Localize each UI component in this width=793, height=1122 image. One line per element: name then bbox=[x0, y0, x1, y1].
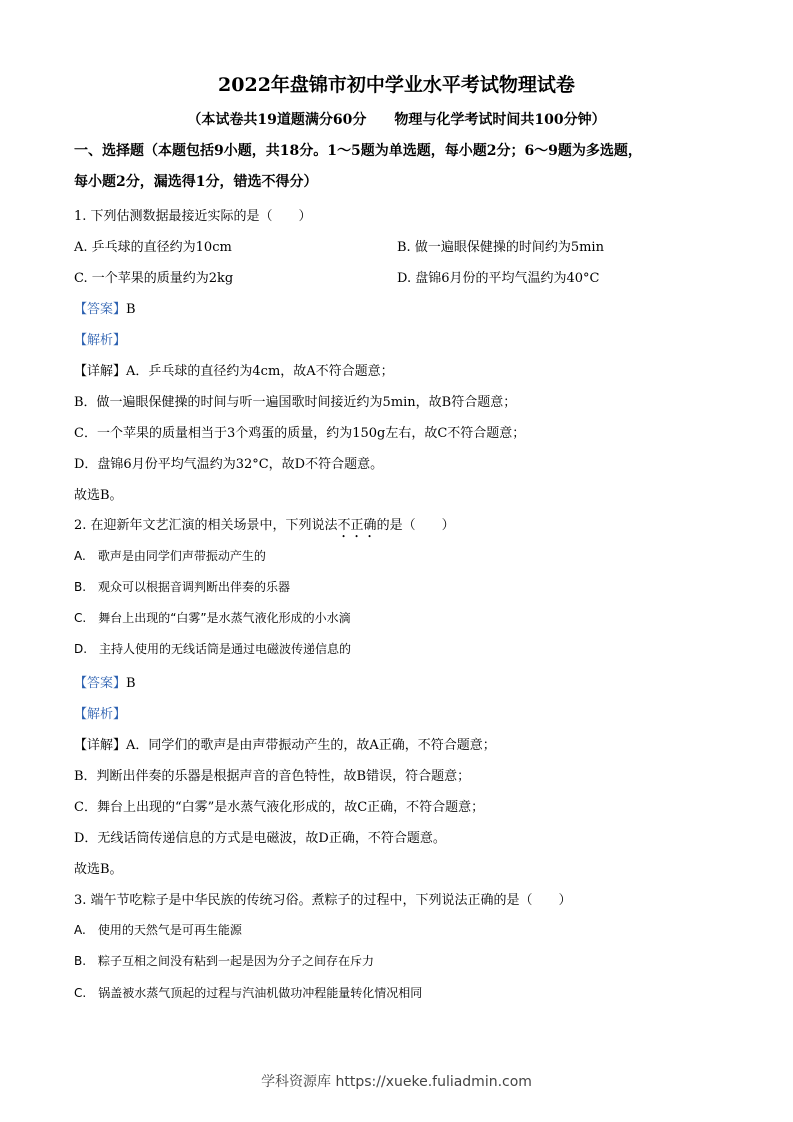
q2-option-d: D. 主持人使用的无线话筒是通过电磁波传递信息的 bbox=[74, 642, 352, 656]
emphasized-text: 不正确 bbox=[337, 518, 377, 533]
q1-answer bbox=[74, 298, 136, 317]
q1-stem: 1. 下列估测数据最接近实际的是（ ） bbox=[74, 209, 312, 224]
page-subtitle: （本试卷共19道题满分60分 物理与化学考试时间共100分钟） bbox=[187, 112, 606, 128]
q2-analysis-tag: 【解析】 bbox=[74, 707, 127, 722]
page-title: 2022年盘锦市初中学业水平考试物理试卷 bbox=[218, 74, 575, 96]
answer-value: B bbox=[126, 676, 136, 691]
answer-tag: 【答案】 bbox=[74, 302, 127, 317]
q2-conclusion: 故选B。 bbox=[74, 862, 123, 877]
q2-answer bbox=[74, 672, 136, 691]
q1-option-a: A. 乒乓球的直径约为10cm bbox=[74, 240, 232, 255]
stem-text: 2. 在迎新年文艺汇演的相关场景中，下列说法 bbox=[74, 518, 338, 533]
section-heading-line1: 一、选择题（本题包括9小题，共18分。1～5题为单选题，每小题2分；6～9题为多选题， bbox=[74, 143, 642, 159]
q2-option-c: C. 舞台上出现的“白雾”是水蒸气液化形成的小水滴 bbox=[74, 611, 351, 625]
answer-value: B bbox=[126, 302, 136, 317]
q2-option-b: B. 观众可以根据音调判断出伴奏的乐器 bbox=[74, 580, 291, 594]
q2-detail-4: D．无线话筒传递信息的方式是电磁波，故D正确，不符合题意。 bbox=[74, 831, 446, 846]
q1-option-d: D. 盘锦6月份的平均气温约为40°C bbox=[397, 271, 600, 286]
q2-detail-1 bbox=[74, 734, 496, 753]
q1-detail-2: B．做一遍眼保健操的时间与听一遍国歌时间接近约为5min，故B符合题意； bbox=[74, 395, 517, 410]
q1-detail-3: C．一个苹果的质量相当于3个鸡蛋的质量，约为150g左右，故C不符合题意； bbox=[74, 426, 526, 441]
q1-analysis-tag: 【解析】 bbox=[74, 333, 127, 348]
footer-watermark: 学科资源库 https://xueke.fuliadmin.com bbox=[261, 1074, 532, 1090]
answer-tag: 【答案】 bbox=[74, 676, 127, 691]
q3-option-b: B. 粽子互相之间没有粘到一起是因为分子之间存在斥力 bbox=[74, 954, 375, 968]
detail-text: A．同学们的歌声是由声带振动产生的，故A正确，不符合题意； bbox=[126, 738, 496, 753]
q1-option-b: B. 做一遍眼保健操的时间约为5min bbox=[397, 240, 604, 255]
detail-tag: 【详解】 bbox=[74, 738, 127, 753]
q2-stem bbox=[74, 514, 455, 541]
q2-option-a: A. 歌声是由同学们声带振动产生的 bbox=[74, 549, 266, 563]
q1-option-c: C. 一个苹果的质量约为2kg bbox=[74, 271, 234, 286]
q3-option-c: C. 锅盖被水蒸气顶起的过程与汽油机做功冲程能量转化情况相同 bbox=[74, 986, 423, 1000]
q1-detail-1 bbox=[74, 360, 394, 379]
q2-detail-3: C．舞台上出现的“白雾”是水蒸气液化形成的，故C正确，不符合题意； bbox=[74, 800, 485, 815]
detail-tag: 【详解】 bbox=[74, 364, 127, 379]
stem-text-end: 的是（ ） bbox=[376, 518, 455, 533]
q2-detail-2: B．判断出伴奏的乐器是根据声音的音色特性，故B错误，符合题意； bbox=[74, 769, 471, 784]
q1-conclusion: 故选B。 bbox=[74, 488, 123, 503]
q3-stem: 3. 端午节吃粽子是中华民族的传统习俗。煮粽子的过程中，下列说法正确的是（ ） bbox=[74, 893, 572, 908]
q3-option-a: A. 使用的天然气是可再生能源 bbox=[74, 923, 242, 937]
detail-text: A．乒乓球的直径约为4cm，故A不符合题意； bbox=[126, 364, 394, 379]
q1-detail-4: D．盘锦6月份平均气温约为32°C，故D不符合题意。 bbox=[74, 457, 384, 472]
section-heading-line2: 每小题2分，漏选得1分，错选不得分） bbox=[74, 174, 318, 190]
